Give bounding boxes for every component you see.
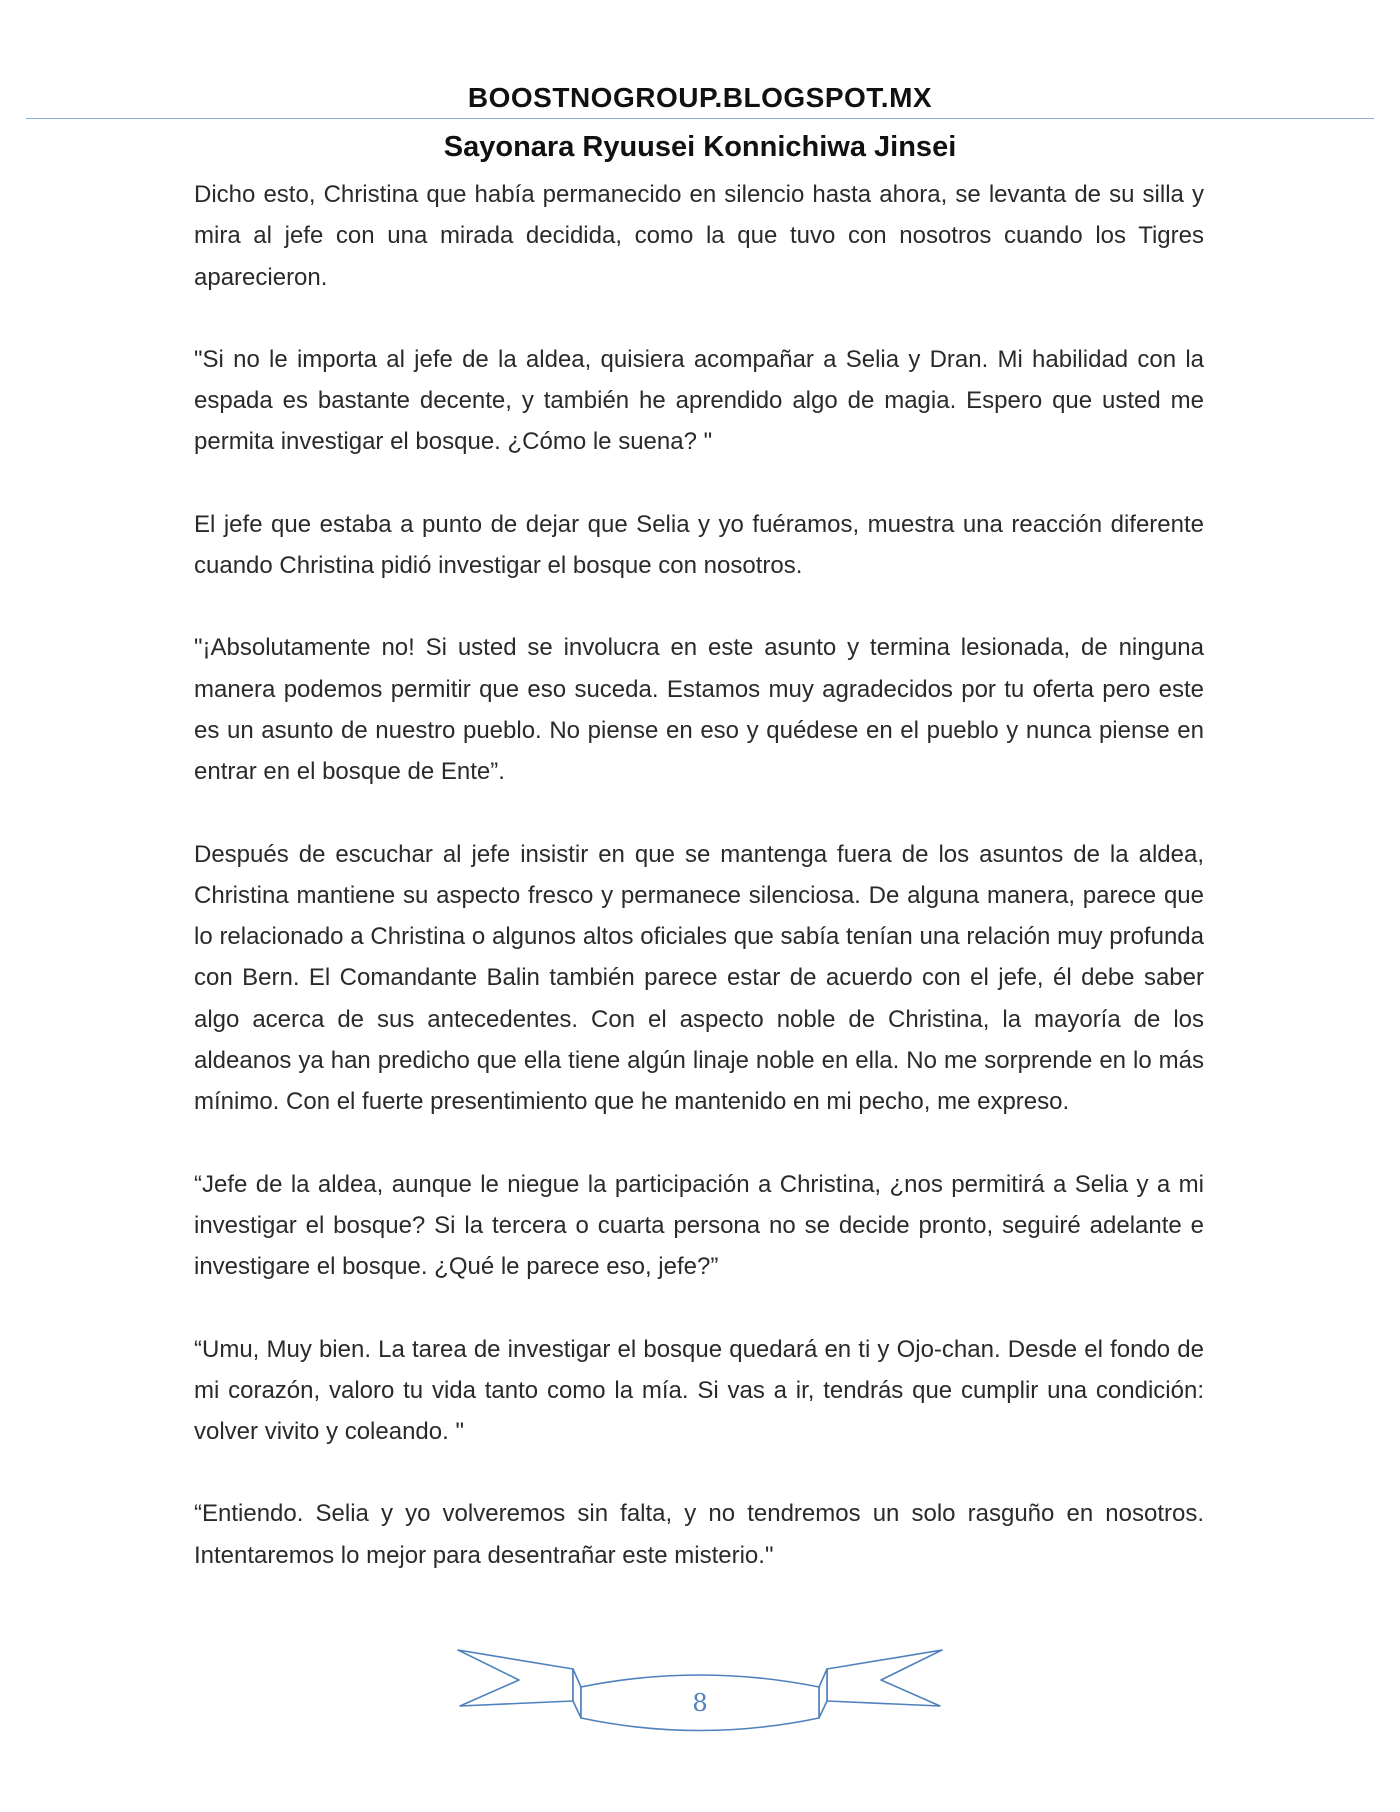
- site-header: BOOSTNOGROUP.BLOGSPOT.MX: [467, 82, 933, 113]
- paragraph: “Umu, Muy bien. La tarea de investigar el bosque quedará en ti y Ojo-chan. Desde el fondo de mi corazón, valoro tu vida tanto como la mía. Si vas a ir, tendrás que cumplir una condición: volver vivito y coleando. ": [194, 1335, 1204, 1446]
- paragraph: Después de escuchar al jefe insistir en que se mantenga fuera de los asuntos de la aldea, Christina mantiene su aspecto fresco y permanece silenciosa. De alguna manera, parece que lo relacionado a Christina o algunos altos oficiales que sabía tenían una relación muy profunda con Bern. El Comandante Balin también parece estar de acuerdo con el jefe, él debe saber algo acerca de sus antecedentes. Con el aspecto noble de Christina, la mayoría de los aldeanos ya han predicho que ella tiene algún linaje noble en ella. No me sorprende en lo más mínimo. Con el fuerte presentimiento que he mantenido en mi pecho, me expreso.: [194, 840, 1204, 1116]
- paragraph: “Jefe de la aldea, aunque le niegue la participación a Christina, ¿nos permitirá a Selia y a mi investigar el bosque? Si la tercera o cuarta persona no se decide pronto, seguiré adelante e investigare el bosque. ¿Qué le parece eso, jefe?”: [194, 1170, 1204, 1281]
- paragraph: "Si no le importa al jefe de la aldea, quisiera acompañar a Selia y Dran. Mi habilidad con la espada es bastante decente, y también he aprendido algo de magia. Espero que usted me permita investigar el bosque. ¿Cómo le suena? ": [194, 345, 1204, 456]
- paragraph: "¡Absolutamente no! Si usted se involucra en este asunto y termina lesionada, de ninguna manera podemos permitir que eso suceda. Estamos muy agradecidos por tu oferta pero este es un asunto de nuestro pueblo. No piense en eso y quédese en el pueblo y nunca piense en entrar en el bosque de Ente”.: [194, 634, 1204, 786]
- paragraph: Dicho esto, Christina que había permanecido en silencio hasta ahora, se levanta de su silla y mira al jefe con una mirada decidida, como la que tuvo con nosotros cuando los Tigres aparecieron.: [194, 181, 1204, 291]
- paragraph: “Entiendo. Selia y yo volveremos sin falta, y no tendremos un solo rasguño en nosotros. Intentaremos lo mejor para desentrañar este misterio.": [194, 1500, 1204, 1569]
- book-title: Sayonara Ryuusei Konnichiwa Jinsei: [443, 131, 957, 163]
- paragraph: El jefe que estaba a punto de dejar que Selia y yo fuéramos, muestra una reacción diferente cuando Christina pidió investigar el bosque con nosotros.: [194, 510, 1204, 580]
- header-divider: [26, 118, 1374, 119]
- body-text: [194, 174, 1204, 1617]
- page-number: 8: [692, 1689, 708, 1717]
